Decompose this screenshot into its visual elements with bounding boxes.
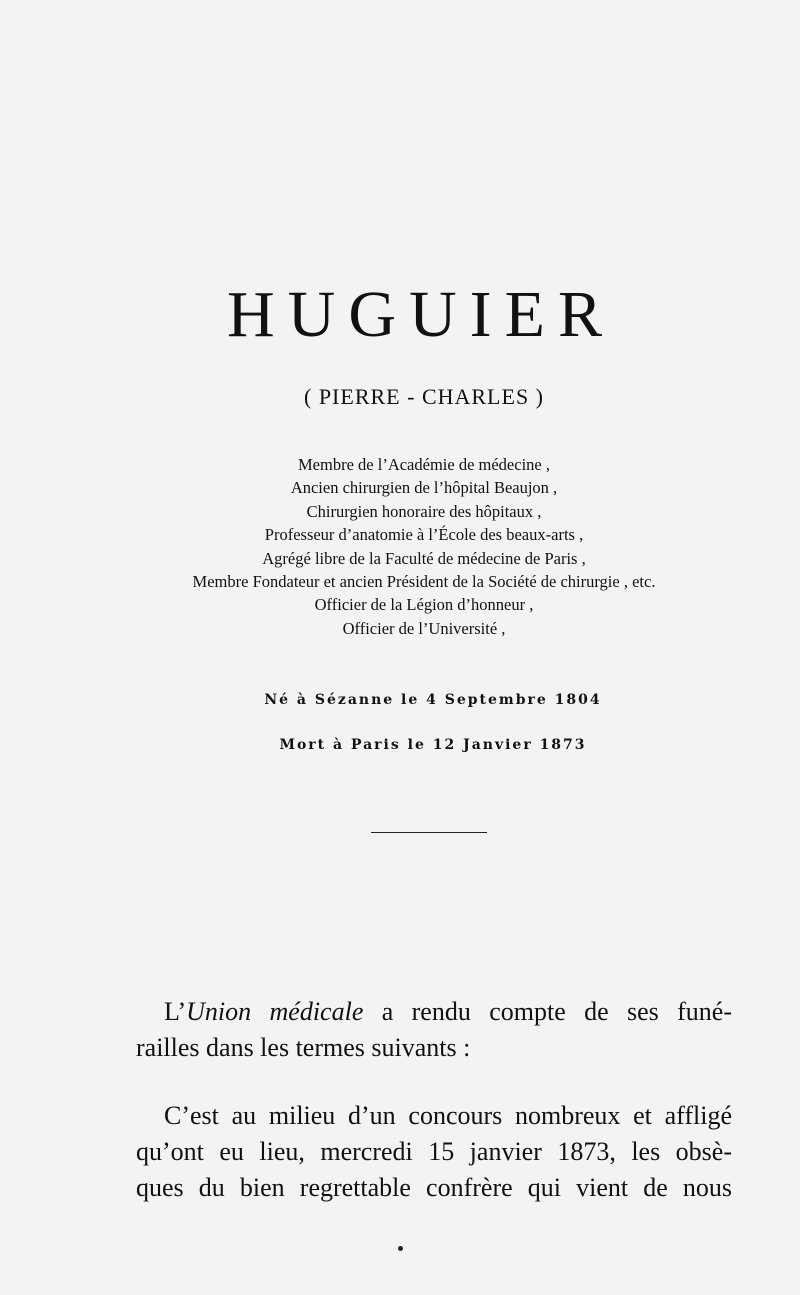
title-line: Professeur d’anatomie à l’École des beaux-arts ,: [264, 525, 584, 545]
paragraph-funeral: [136, 1098, 732, 1206]
text-fragment: a rendu compte de ses funé-: [363, 997, 732, 1026]
title-line: Officier de l’Université ,: [342, 618, 506, 638]
paragraph-line: C’est au milieu d’un concours nombreux et affligé: [164, 1101, 732, 1130]
title-line: Agrégé libre de la Faculté de médecine de Paris ,: [262, 548, 586, 568]
ink-speck: [398, 1246, 403, 1251]
surname-heading: HUGUIER: [227, 278, 615, 351]
paragraph-line: qu’ont eu lieu, mercredi 15 janvier 1873, les obsè-: [136, 1137, 732, 1166]
paragraph-intro: [136, 994, 732, 1066]
death-date-line: Mort à Paris le 12 Janvier 1873: [279, 737, 587, 753]
title-line: Membre Fondateur et ancien Président de la Société de chirurgie , etc.: [192, 572, 656, 592]
titles-list: [0, 453, 800, 640]
birth-date-line: Né à Sézanne le 4 Septembre 1804: [264, 692, 602, 708]
paragraph-line: ques du bien regrettable confrère qui vient de nous: [136, 1173, 732, 1202]
section-divider: [371, 832, 487, 833]
text-fragment: L’: [164, 997, 187, 1026]
title-line: Membre de l’Académie de médecine ,: [298, 455, 550, 474]
paragraph-line: [136, 994, 732, 1030]
title-line: Chirurgien honoraire des hôpitaux ,: [306, 501, 542, 521]
title-line: Officier de la Légion d’honneur ,: [314, 595, 534, 615]
paragraph-line: railles dans les termes suivants :: [136, 1033, 471, 1062]
title-line: Ancien chirurgien de l’hôpital Beaujon ,: [290, 478, 558, 498]
given-names: ( PIERRE - CHARLES ): [304, 384, 544, 409]
journal-name: Union médicale: [186, 997, 364, 1026]
